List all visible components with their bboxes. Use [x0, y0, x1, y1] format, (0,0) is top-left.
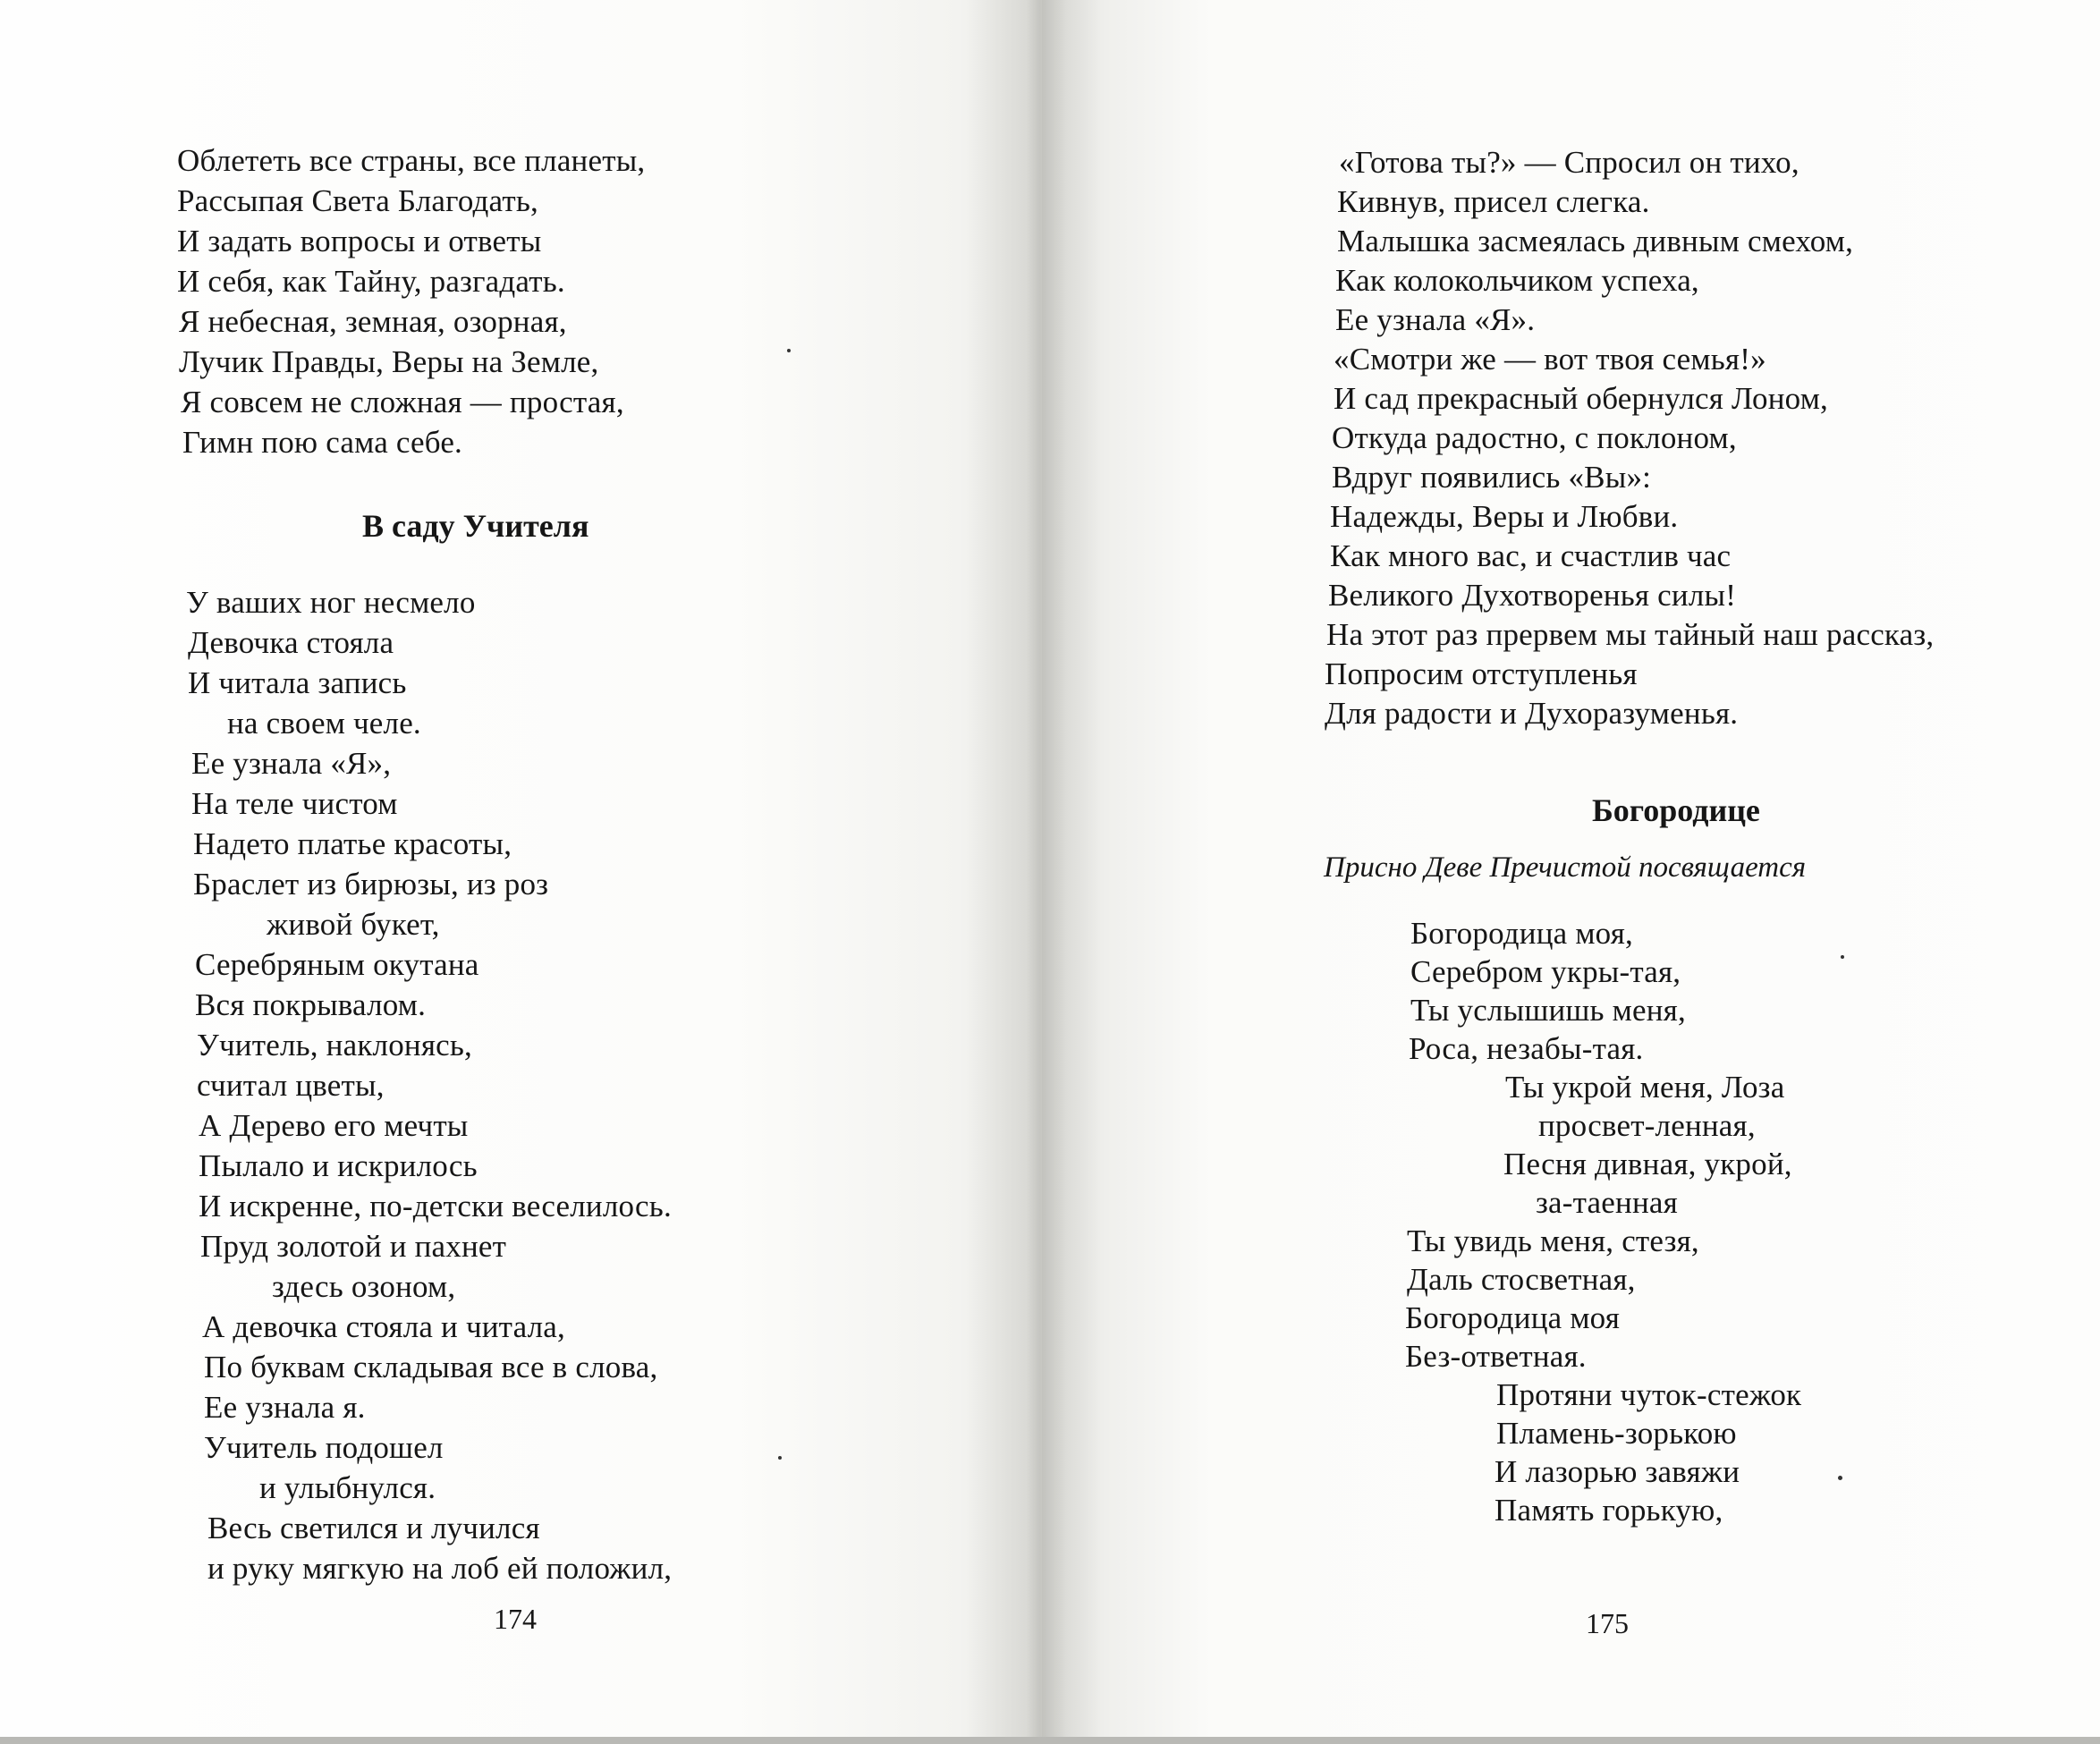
poem-line: Лучик Правды, Веры на Земле, [179, 344, 599, 379]
poem-dedication: Присно Деве Пречистой посвящается [1324, 851, 1807, 884]
right-page [1042, 0, 2100, 1744]
page-number: 175 [1586, 1607, 1629, 1639]
poem-line: На этот раз прервем мы тайный наш рассказ, [1326, 617, 1935, 652]
poem-line: за-таенная [1536, 1185, 1678, 1220]
left-page [0, 0, 1042, 1744]
poem-line: Как много вас, и счастлив час [1330, 538, 1732, 573]
poem-line: И читала запись [188, 665, 407, 700]
paper-speck [1841, 955, 1844, 959]
poem-line: и улыбнулся. [259, 1470, 436, 1505]
poem-line: Даль стосветная, [1407, 1262, 1636, 1297]
poem-line: считал цветы, [197, 1068, 385, 1103]
poem-line: Я небесная, земная, озорная, [179, 304, 567, 339]
poem-line: Богородица моя [1405, 1300, 1621, 1335]
poem-line: И себя, как Тайну, разгадать. [177, 264, 565, 299]
poem-line: Пылало и искрилось [199, 1148, 478, 1183]
poem-line: Пруд золотой и пахнет [200, 1229, 507, 1264]
poem-line: Попросим отступленья [1325, 656, 1638, 691]
poem-line: Облететь все страны, все планеты, [177, 143, 646, 178]
poem-line: По буквам складывая все в слова, [204, 1350, 658, 1384]
poem-line: И задать вопросы и ответы [177, 224, 542, 258]
poem-line: живой букет, [267, 907, 440, 942]
poem-title: В саду Учителя [362, 508, 589, 544]
poem-line: Я совсем не сложная — простая, [181, 385, 624, 419]
poem-line: Гимн пою сама себе. [182, 425, 463, 460]
poem-line: Рассыпая Света Благодать, [177, 183, 538, 218]
poem-line: и руку мягкую на лоб ей положил, [207, 1551, 673, 1586]
poem-line: И лазорью завяжи [1495, 1454, 1740, 1489]
scan-bottom-edge [0, 1737, 2100, 1744]
poem-line: «Готова ты?» — Спросил он тихо, [1339, 145, 1799, 180]
poem-line: И искренне, по-детски веселилось. [199, 1189, 672, 1223]
poem-line: Ее узнала «Я». [1335, 302, 1536, 337]
poem-line: У ваших ног несмело [186, 585, 476, 620]
poem-line: Серебром укры-тая, [1410, 954, 1681, 989]
poem-line: Весь светился и лучился [207, 1511, 540, 1545]
poem-line: Ты услышишь меня, [1410, 993, 1686, 1028]
poem-title: Богородице [1592, 792, 1760, 828]
poem-line: Учитель подошел [204, 1430, 444, 1465]
poem-line: Память горькую, [1495, 1493, 1723, 1528]
poem-line: Как колокольчиком успеха, [1335, 263, 1699, 298]
poem-line: Ты укрой меня, Лоза [1505, 1070, 1785, 1105]
poem-line: Браслет из бирюзы, из роз [193, 867, 549, 902]
poem-line: Песня дивная, укрой, [1503, 1147, 1792, 1181]
poem-line: Надето платье красоты, [193, 826, 512, 861]
poem-line: Без-ответная. [1405, 1339, 1587, 1374]
poem-line: Учитель, наклонясь, [197, 1028, 472, 1062]
poem-line: Пламень-зорькою [1496, 1416, 1737, 1451]
poem-line: Серебряным окутана [195, 947, 479, 982]
poem-line: Роса, незабы-тая. [1409, 1031, 1644, 1066]
poem-line: Вся покрывалом. [195, 987, 427, 1022]
poem-line: А девочка стояла и читала, [202, 1309, 565, 1344]
poem-line: Кивнув, присел слегка. [1337, 184, 1650, 219]
poem-line: А Дерево его мечты [199, 1108, 469, 1143]
poem-line: «Смотри же — вот твоя семья!» [1334, 342, 1766, 377]
paper-speck [787, 349, 791, 352]
poem-line: Вдруг появились «Вы»: [1332, 460, 1652, 495]
poem-line: Надежды, Веры и Любви. [1330, 499, 1679, 534]
poem-line: Малышка засмеялась дивным смехом, [1337, 224, 1854, 258]
poem-line: на своем челе. [227, 706, 421, 741]
poem-line: На теле чистом [191, 786, 398, 821]
poem-line: Ты увидь меня, стезя, [1407, 1223, 1699, 1258]
poem-line: Великого Духотворенья силы! [1328, 578, 1737, 613]
poem-line: Откуда радостно, с поклоном, [1332, 420, 1737, 455]
page-number: 174 [494, 1603, 537, 1635]
poem-line: здесь озоном, [272, 1269, 456, 1304]
poem-line: Девочка стояла [188, 625, 394, 660]
paper-speck [1838, 1476, 1842, 1480]
poem-line: Протяни чуток-стежок [1496, 1377, 1802, 1412]
poem-line: Для радости и Духоразуменья. [1325, 696, 1739, 731]
poem-line: Ее узнала «Я», [191, 746, 392, 781]
poem-line: И сад прекрасный обернулся Лоном, [1334, 381, 1828, 416]
poem-line: Богородица моя, [1410, 916, 1633, 951]
paper-speck [778, 1456, 782, 1460]
poem-line: просвет-ленная, [1538, 1108, 1756, 1143]
poem-line: Ее узнала я. [204, 1390, 366, 1425]
